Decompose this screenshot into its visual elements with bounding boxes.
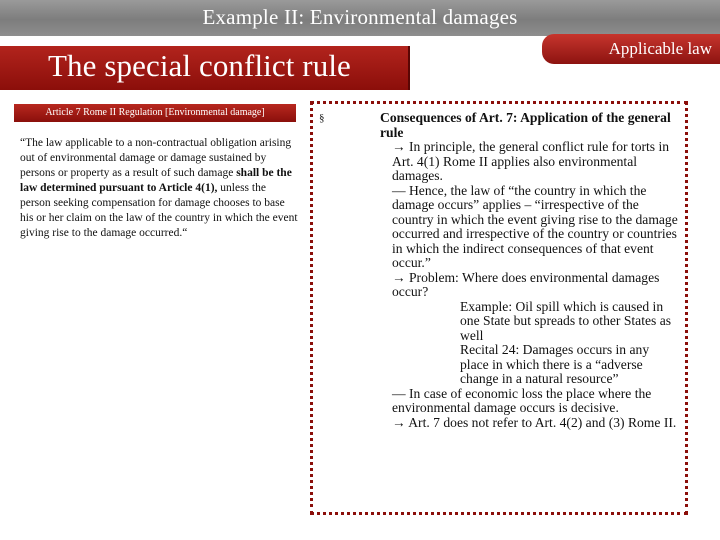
consequences-text — [380, 111, 680, 430]
bullet-icon: § — [319, 112, 325, 124]
rule-title: The special conflict rule — [48, 48, 351, 83]
slide-title: Example II: Environmental damages — [202, 5, 518, 29]
applicable-law-tab: Applicable law — [542, 34, 720, 64]
left-panel — [14, 104, 298, 241]
problem-line: → Problem: Where does environmental damages occur? — [392, 269, 660, 299]
rule-banner — [0, 46, 410, 90]
article-quote — [14, 136, 298, 241]
general-rule-line: → In principle, the general conflict rule for torts in Art. 4(1) Rome II applies also environmental damages. — [392, 139, 670, 183]
economic-loss-line: — In case of economic loss the place where the environmental damage occurs is decisive. — [392, 385, 652, 415]
quote-part1: “The law applicable to a non-contractual obligation arising out of environmental damage or damage sustained by persons or property as a result of such damage — [20, 137, 292, 179]
art7-reference-line: → Art. 7 does not refer to Art. 4(2) and (3) Rome II. — [392, 414, 677, 430]
article-label: Article 7 Rome II Regulation [Environmental damage] — [14, 104, 296, 122]
quote-part2: unless the person seeking compensation for damage chooses to base his or her claim on the law of the country in which the event giving rise to the damage occurred.“ — [20, 182, 298, 239]
recital-24: Recital 24: Damages occurs in any place in which there is a “adverse change in a natural resource” — [460, 342, 650, 386]
consequences-box — [310, 101, 688, 515]
quote-bold: shall be the law determined pursuant to Article 4(1), — [20, 167, 292, 194]
hence-line: — Hence, the law of “the country in which the damage occurs” applies – “irrespective of the country in which the event giving rise to the damage occurred and irrespective of the country or countries in which the indirect consequences of that event occur.” — [392, 182, 678, 270]
consequences-heading: Consequences of Art. 7: Application of the general rule — [380, 110, 671, 140]
header-bar — [0, 0, 720, 36]
example-oil-spill: Example: Oil spill which is caused in one State but spreads to other States as well — [460, 298, 672, 343]
